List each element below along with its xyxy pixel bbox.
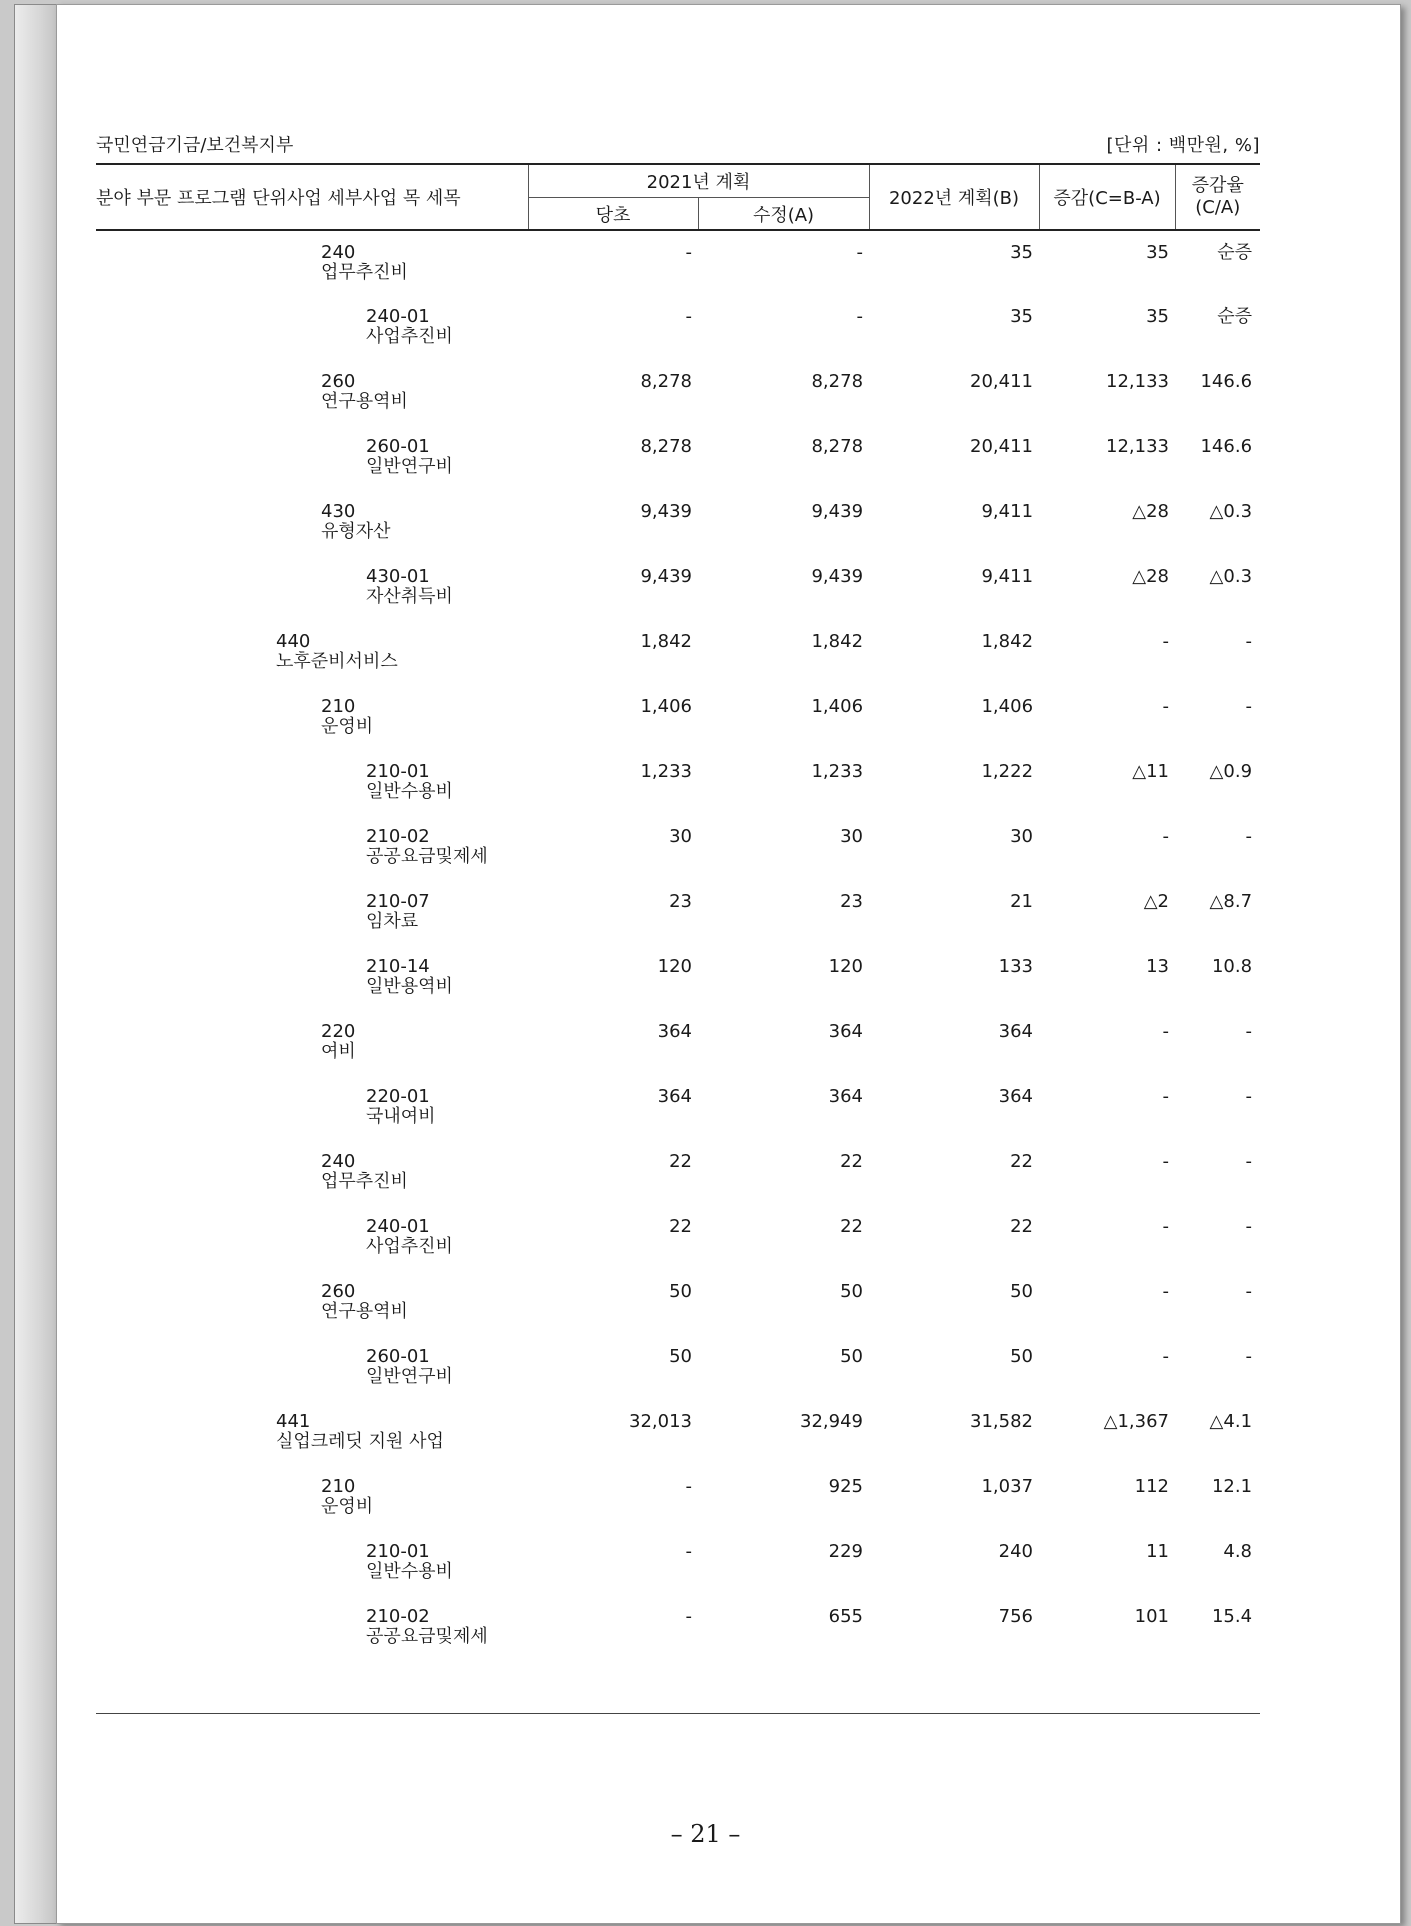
rate-cell: - [1245, 826, 1253, 847]
column-header-revised: 수정(A) [698, 198, 869, 231]
row-code: 210-01 [366, 1541, 430, 1562]
row-item-cell [96, 827, 528, 892]
plan2022-cell: 1,037 [981, 1476, 1034, 1497]
original-cell: 364 [657, 1086, 692, 1107]
table-body [96, 230, 1260, 1672]
original-cell: 1,842 [640, 631, 692, 652]
change-cell: - [1162, 631, 1170, 652]
plan2022-cell: 20,411 [970, 436, 1034, 457]
change-cell: △2 [1143, 891, 1170, 912]
plan2022-cell: 20,411 [970, 371, 1034, 392]
plan2022-cell: 35 [1010, 242, 1034, 263]
plan2022-cell: 30 [1010, 826, 1034, 847]
rate-cell: 12.1 [1211, 1476, 1253, 1497]
plan2022-cell: 240 [998, 1541, 1034, 1562]
organization-label: 국민연금기금/보건복지부 [96, 135, 294, 156]
change-cell: 35 [1146, 306, 1170, 327]
table-row [96, 502, 1260, 567]
rate-cell: - [1245, 696, 1253, 717]
row-code: 210-02 [366, 826, 430, 847]
rate-cell: △0.9 [1209, 761, 1253, 782]
plan2022-cell: 756 [998, 1606, 1034, 1627]
rate-cell: 146.6 [1200, 371, 1253, 392]
revised-cell: 1,842 [811, 631, 864, 652]
original-cell: 23 [669, 891, 692, 912]
rate-cell: △0.3 [1209, 566, 1253, 587]
change-cell: 112 [1134, 1476, 1170, 1497]
row-label: 노후준비서비스 [276, 651, 398, 672]
plan2022-cell: 50 [1010, 1281, 1034, 1302]
table-row [96, 1347, 1260, 1412]
table-caption [96, 131, 1260, 161]
change-cell: △28 [1132, 566, 1170, 587]
change-cell: △1,367 [1103, 1411, 1170, 1432]
original-cell: 1,233 [640, 761, 692, 782]
row-code: 440 [276, 631, 311, 652]
row-item-cell [96, 957, 528, 1022]
plan2022-cell: 1,222 [981, 761, 1034, 782]
table-row [96, 1282, 1260, 1347]
original-cell: - [685, 1541, 692, 1562]
rate-cell: △0.3 [1209, 501, 1253, 522]
revised-cell: 8,278 [811, 371, 864, 392]
row-code: 260 [321, 371, 356, 392]
row-item [96, 243, 528, 283]
row-code: 260 [321, 1281, 356, 1302]
table-row [96, 1477, 1260, 1542]
row-item-cell [96, 307, 528, 372]
row-code: 210-14 [366, 956, 430, 977]
plan2022-cell: 31,582 [970, 1411, 1034, 1432]
rate-cell: 15.4 [1211, 1606, 1253, 1627]
bottom-rule [96, 1713, 1260, 1714]
row-item [96, 1282, 528, 1322]
row-label: 여비 [321, 1041, 356, 1062]
revised-cell: 22 [840, 1151, 864, 1172]
row-item [96, 762, 528, 802]
row-item-cell [96, 437, 528, 502]
plan2022-cell: 50 [1010, 1346, 1034, 1367]
revised-cell: 50 [840, 1346, 864, 1367]
column-header-plan2022: 2022년 계획(B) [869, 164, 1039, 230]
original-cell: 1,406 [640, 696, 692, 717]
row-item-cell [96, 230, 528, 307]
row-label: 연구용역비 [321, 1301, 408, 1322]
row-label: 사업추진비 [366, 1236, 453, 1257]
table-row [96, 567, 1260, 632]
revised-cell: 1,406 [811, 696, 864, 717]
row-label: 자산취득비 [366, 586, 453, 607]
row-label: 사업추진비 [366, 326, 453, 347]
change-cell: 13 [1146, 956, 1170, 977]
revised-cell: 23 [840, 891, 864, 912]
revised-cell: 32,949 [800, 1411, 864, 1432]
row-item-cell [96, 1282, 528, 1347]
row-label: 업무추진비 [321, 262, 408, 283]
plan2022-cell: 22 [1010, 1216, 1034, 1237]
revised-cell: 655 [828, 1606, 864, 1627]
row-label: 일반수용비 [366, 781, 453, 802]
rate-cell: △8.7 [1209, 891, 1253, 912]
row-label: 국내여비 [366, 1106, 436, 1127]
plan2022-cell: 364 [998, 1086, 1034, 1107]
row-label: 운영비 [321, 716, 374, 737]
row-code: 210 [321, 1476, 356, 1497]
change-cell: - [1162, 1346, 1170, 1367]
row-item [96, 437, 528, 477]
rate-cell: 146.6 [1200, 436, 1253, 457]
row-code: 430-01 [366, 566, 430, 587]
row-item [96, 697, 528, 737]
change-cell: - [1162, 1086, 1170, 1107]
row-label: 일반수용비 [366, 1561, 453, 1582]
row-item [96, 1477, 528, 1517]
rate-cell: 순증 [1217, 306, 1253, 327]
change-cell: - [1162, 826, 1170, 847]
row-label: 운영비 [321, 1496, 374, 1517]
table-row [96, 230, 1260, 307]
row-code: 220 [321, 1021, 356, 1042]
original-cell: 30 [669, 826, 692, 847]
column-header-change: 증감(C=B-A) [1039, 164, 1175, 230]
change-cell: - [1162, 696, 1170, 717]
table-row [96, 1542, 1260, 1607]
column-header-original: 당초 [528, 198, 698, 231]
revised-cell: 364 [828, 1086, 864, 1107]
revised-cell: 120 [828, 956, 864, 977]
plan2022-cell: 9,411 [981, 501, 1034, 522]
table-row [96, 1412, 1260, 1477]
row-item [96, 1022, 528, 1062]
row-code: 260-01 [366, 1346, 430, 1367]
row-label: 일반용역비 [366, 976, 453, 997]
row-code: 240 [321, 242, 356, 263]
table-row [96, 1607, 1260, 1672]
row-item [96, 1217, 528, 1257]
revised-cell: 9,439 [811, 566, 864, 587]
unit-label: [단위 : 백만원, %] [1106, 135, 1260, 156]
row-code: 210 [321, 696, 356, 717]
revised-cell: 229 [828, 1541, 864, 1562]
original-cell: - [685, 242, 692, 263]
table-row [96, 632, 1260, 697]
rate-cell: - [1245, 1281, 1253, 1302]
table-row [96, 437, 1260, 502]
row-item-cell [96, 1477, 528, 1542]
plan2022-cell: 1,406 [981, 696, 1034, 717]
rate-cell: 10.8 [1211, 956, 1253, 977]
rate-cell: 4.8 [1223, 1541, 1253, 1562]
row-code: 441 [276, 1411, 311, 1432]
row-item-cell [96, 1412, 528, 1477]
row-item [96, 1087, 528, 1127]
page-number: – 21 – [670, 1820, 741, 1848]
column-header-plan2021: 2021년 계획 [528, 164, 869, 198]
row-code: 240-01 [366, 306, 430, 327]
rate-cell: - [1245, 631, 1253, 652]
revised-cell: 22 [840, 1216, 864, 1237]
row-label: 공공요금및제세 [366, 846, 488, 867]
table-row [96, 1087, 1260, 1152]
revised-cell: - [856, 306, 864, 327]
rate-cell: - [1245, 1216, 1253, 1237]
row-item-cell [96, 1022, 528, 1087]
original-cell: 9,439 [640, 566, 692, 587]
original-cell: 50 [669, 1346, 692, 1367]
plan2022-cell: 35 [1010, 306, 1034, 327]
revised-cell: 364 [828, 1021, 864, 1042]
row-item-cell [96, 567, 528, 632]
revised-cell: 9,439 [811, 501, 864, 522]
table-row [96, 1217, 1260, 1282]
table-row [96, 827, 1260, 892]
plan2022-cell: 133 [998, 956, 1034, 977]
original-cell: 8,278 [640, 436, 692, 457]
row-item-cell [96, 892, 528, 957]
revised-cell: 925 [828, 1476, 864, 1497]
revised-cell: 1,233 [811, 761, 864, 782]
row-item-cell [96, 1347, 528, 1412]
original-cell: 9,439 [640, 501, 692, 522]
original-cell: 120 [657, 956, 692, 977]
row-code: 240-01 [366, 1216, 430, 1237]
row-item-cell [96, 1607, 528, 1672]
row-label: 업무추진비 [321, 1171, 408, 1192]
change-cell: 101 [1134, 1606, 1170, 1627]
table-header [96, 164, 1260, 230]
row-item [96, 957, 528, 997]
table-row [96, 892, 1260, 957]
row-item-cell [96, 372, 528, 437]
column-header-rate [1175, 164, 1260, 230]
original-cell: 50 [669, 1281, 692, 1302]
row-item [96, 1607, 528, 1647]
rate-header-line1: 증감율 [1191, 175, 1244, 196]
rate-cell: - [1245, 1151, 1253, 1172]
row-item [96, 827, 528, 867]
table-row [96, 957, 1260, 1022]
row-item-cell [96, 502, 528, 567]
binder-spine [14, 4, 58, 1924]
rate-cell: - [1245, 1086, 1253, 1107]
budget-table [96, 163, 1260, 1672]
change-cell: △11 [1132, 761, 1170, 782]
revised-cell: - [856, 242, 864, 263]
row-item-cell [96, 632, 528, 697]
change-cell: 12,133 [1106, 371, 1170, 392]
row-item-cell [96, 697, 528, 762]
plan2022-cell: 1,842 [981, 631, 1034, 652]
original-cell: - [685, 1476, 692, 1497]
row-item-cell [96, 1542, 528, 1607]
change-cell: - [1162, 1216, 1170, 1237]
row-item [96, 372, 528, 412]
row-label: 임차료 [366, 911, 419, 932]
revised-cell: 50 [840, 1281, 864, 1302]
rate-cell: △4.1 [1209, 1411, 1253, 1432]
plan2022-cell: 9,411 [981, 566, 1034, 587]
row-code: 210-07 [366, 891, 430, 912]
table-row [96, 762, 1260, 827]
row-code: 240 [321, 1151, 356, 1172]
row-item [96, 892, 528, 932]
table-row [96, 1022, 1260, 1087]
table-row [96, 307, 1260, 372]
original-cell: - [685, 306, 692, 327]
row-label: 연구용역비 [321, 391, 408, 412]
row-label: 일반연구비 [366, 456, 453, 477]
revised-cell: 30 [840, 826, 864, 847]
change-cell: △28 [1132, 501, 1170, 522]
original-cell: 32,013 [629, 1411, 692, 1432]
row-item-cell [96, 762, 528, 827]
row-label: 일반연구비 [366, 1366, 453, 1387]
row-code: 210-02 [366, 1606, 430, 1627]
rate-cell: - [1245, 1346, 1253, 1367]
row-item [96, 632, 528, 672]
row-item [96, 1347, 528, 1387]
original-cell: 8,278 [640, 371, 692, 392]
row-code: 260-01 [366, 436, 430, 457]
change-cell: 11 [1146, 1541, 1170, 1562]
plan2022-cell: 22 [1010, 1151, 1034, 1172]
row-label: 공공요금및제세 [366, 1626, 488, 1647]
change-cell: - [1162, 1281, 1170, 1302]
plan2022-cell: 21 [1010, 891, 1034, 912]
original-cell: 364 [657, 1021, 692, 1042]
revised-cell: 8,278 [811, 436, 864, 457]
rate-header-line2: (C/A) [1195, 197, 1241, 218]
row-code: 220-01 [366, 1086, 430, 1107]
row-item [96, 1412, 528, 1452]
table-row [96, 697, 1260, 762]
plan2022-cell: 364 [998, 1021, 1034, 1042]
original-cell: - [685, 1606, 692, 1627]
change-cell: 35 [1146, 242, 1170, 263]
row-item-cell [96, 1087, 528, 1152]
row-item [96, 502, 528, 542]
change-cell: - [1162, 1151, 1170, 1172]
change-cell: 12,133 [1106, 436, 1170, 457]
table-row [96, 372, 1260, 437]
rate-cell: 순증 [1217, 242, 1253, 263]
row-item [96, 307, 528, 347]
change-cell: - [1162, 1021, 1170, 1042]
row-item-cell [96, 1217, 528, 1282]
rate-cell: - [1245, 1021, 1253, 1042]
column-header-name: 분야 부문 프로그램 단위사업 세부사업 목 세목 [96, 164, 528, 230]
row-item [96, 567, 528, 607]
original-cell: 22 [669, 1151, 692, 1172]
row-item-cell [96, 1152, 528, 1217]
row-item [96, 1152, 528, 1192]
row-label: 실업크레딧 지원 사업 [276, 1431, 444, 1452]
row-item [96, 1542, 528, 1582]
table-row [96, 1152, 1260, 1217]
row-code: 430 [321, 501, 356, 522]
row-code: 210-01 [366, 761, 430, 782]
original-cell: 22 [669, 1216, 692, 1237]
row-label: 유형자산 [321, 521, 391, 542]
